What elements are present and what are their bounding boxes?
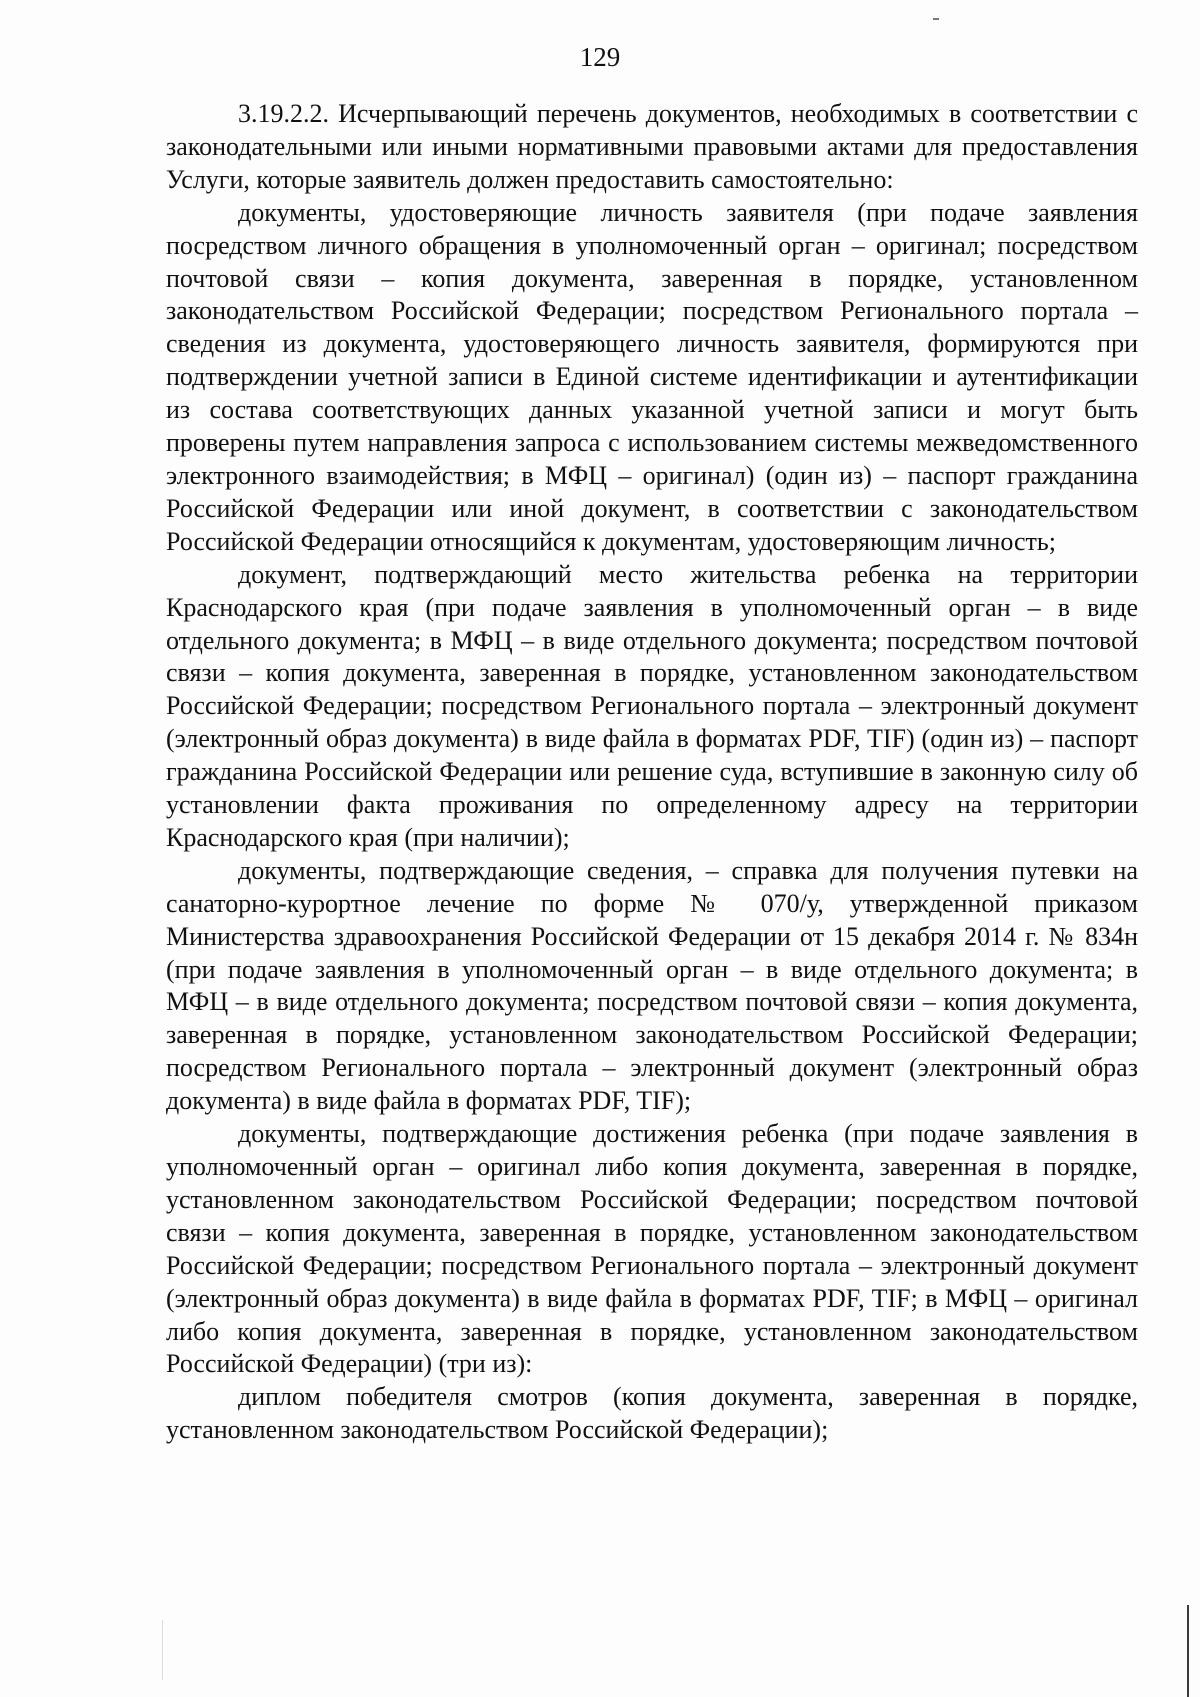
scan-speck — [933, 18, 939, 20]
document-body — [166, 98, 1138, 1447]
paragraph-residence-document: документ, подтверждающий место жительства ребенка на территории Краснодарского края (при подаче заявления в уполномоченный орган – в виде отдельного документа; в МФЦ – в виде отдельного документа; посредством почтовой связи – копия документа, заверенная в порядке, установленном законодательством Российской Федерации; посредством Регионального портала – электронный документ (электронный образ документа) в виде файла в форматах PDF, TIF) (один из) – паспорт гражданина Российской Федерации или решение суда, вступившие в законную силу об установлении факта проживания по определенному адресу на территории Краснодарского края (при наличии); — [166, 559, 1138, 852]
paragraph-winner-diploma: диплом победителя смотров (копия документа, заверенная в порядке, установленном законодательством Российской Федерации); — [166, 1382, 1138, 1445]
paragraph-medical-certificate: документы, подтверждающие сведения, – справка для получения путевки на санаторно-курортное лечение по форме № 070/у, утвержденной приказом Министерства здравоохранения Российской Федерации от 15 декабря 2014 г. № 834н (при подаче заявления в уполномоченный орган – в виде отдельного документа; в МФЦ – в виде отдельного документа; посредством почтовой связи – копия документа, заверенная в порядке, установленном законодательством Российской Федерации; посредством Регионального портала – электронный документ (электронный образ документа) в виде файла в форматах PDF, TIF); — [166, 855, 1138, 1116]
paragraph-document-list-intro: 3.19.2.2. Исчерпывающий перечень документов, необходимых в соответствии с законодательными или иными нормативными правовыми актами для предоставления Услуги, которые заявитель должен предоставить самостоятельно: — [166, 99, 1138, 194]
paragraph-identity-documents: документы, удостоверяющие личность заявителя (при подаче заявления посредством личного обращения в уполномоченный орган – оригинал; посредством почтовой связи – копия документа, заверенная в порядке, установленном законодательством Российской Федерации; посредством Регионального портала – сведения из документа, удостоверяющего личность заявителя, формируются при подтверждении учетной записи в Единой системе идентификации и аутентификации из состава соответствующих данных указанной учетной записи и могут быть проверены путем направления запроса с использованием системы межведомственного электронного взаимодействия; в МФЦ – оригинал) (один из) – паспорт гражданина Российской Федерации или иной документ, в соответствии с законодательством Российской Федерации относящийся к документам, удостоверяющим личность; — [166, 197, 1138, 556]
scan-edge-line — [162, 1620, 163, 1680]
scan-edge-line — [1187, 1605, 1189, 1697]
paragraph-achievement-documents: документы, подтверждающие достижения ребенка (при подаче заявления в уполномоченный орган – оригинал либо копия документа, заверенная в порядке, установленном законодательством Российской Федерации; посредством почтовой связи – копия документа, заверенная в порядке, установленном законодательством Российской Федерации; посредством Регионального портала – электронный документ (электронный образ документа) в виде файла в форматах PDF, TIF; в МФЦ – оригинал либо копия документа, заверенная в порядке, установленном законодательством Российской Федерации) (три из): — [166, 1119, 1138, 1379]
page-number: 129 — [579, 42, 621, 72]
